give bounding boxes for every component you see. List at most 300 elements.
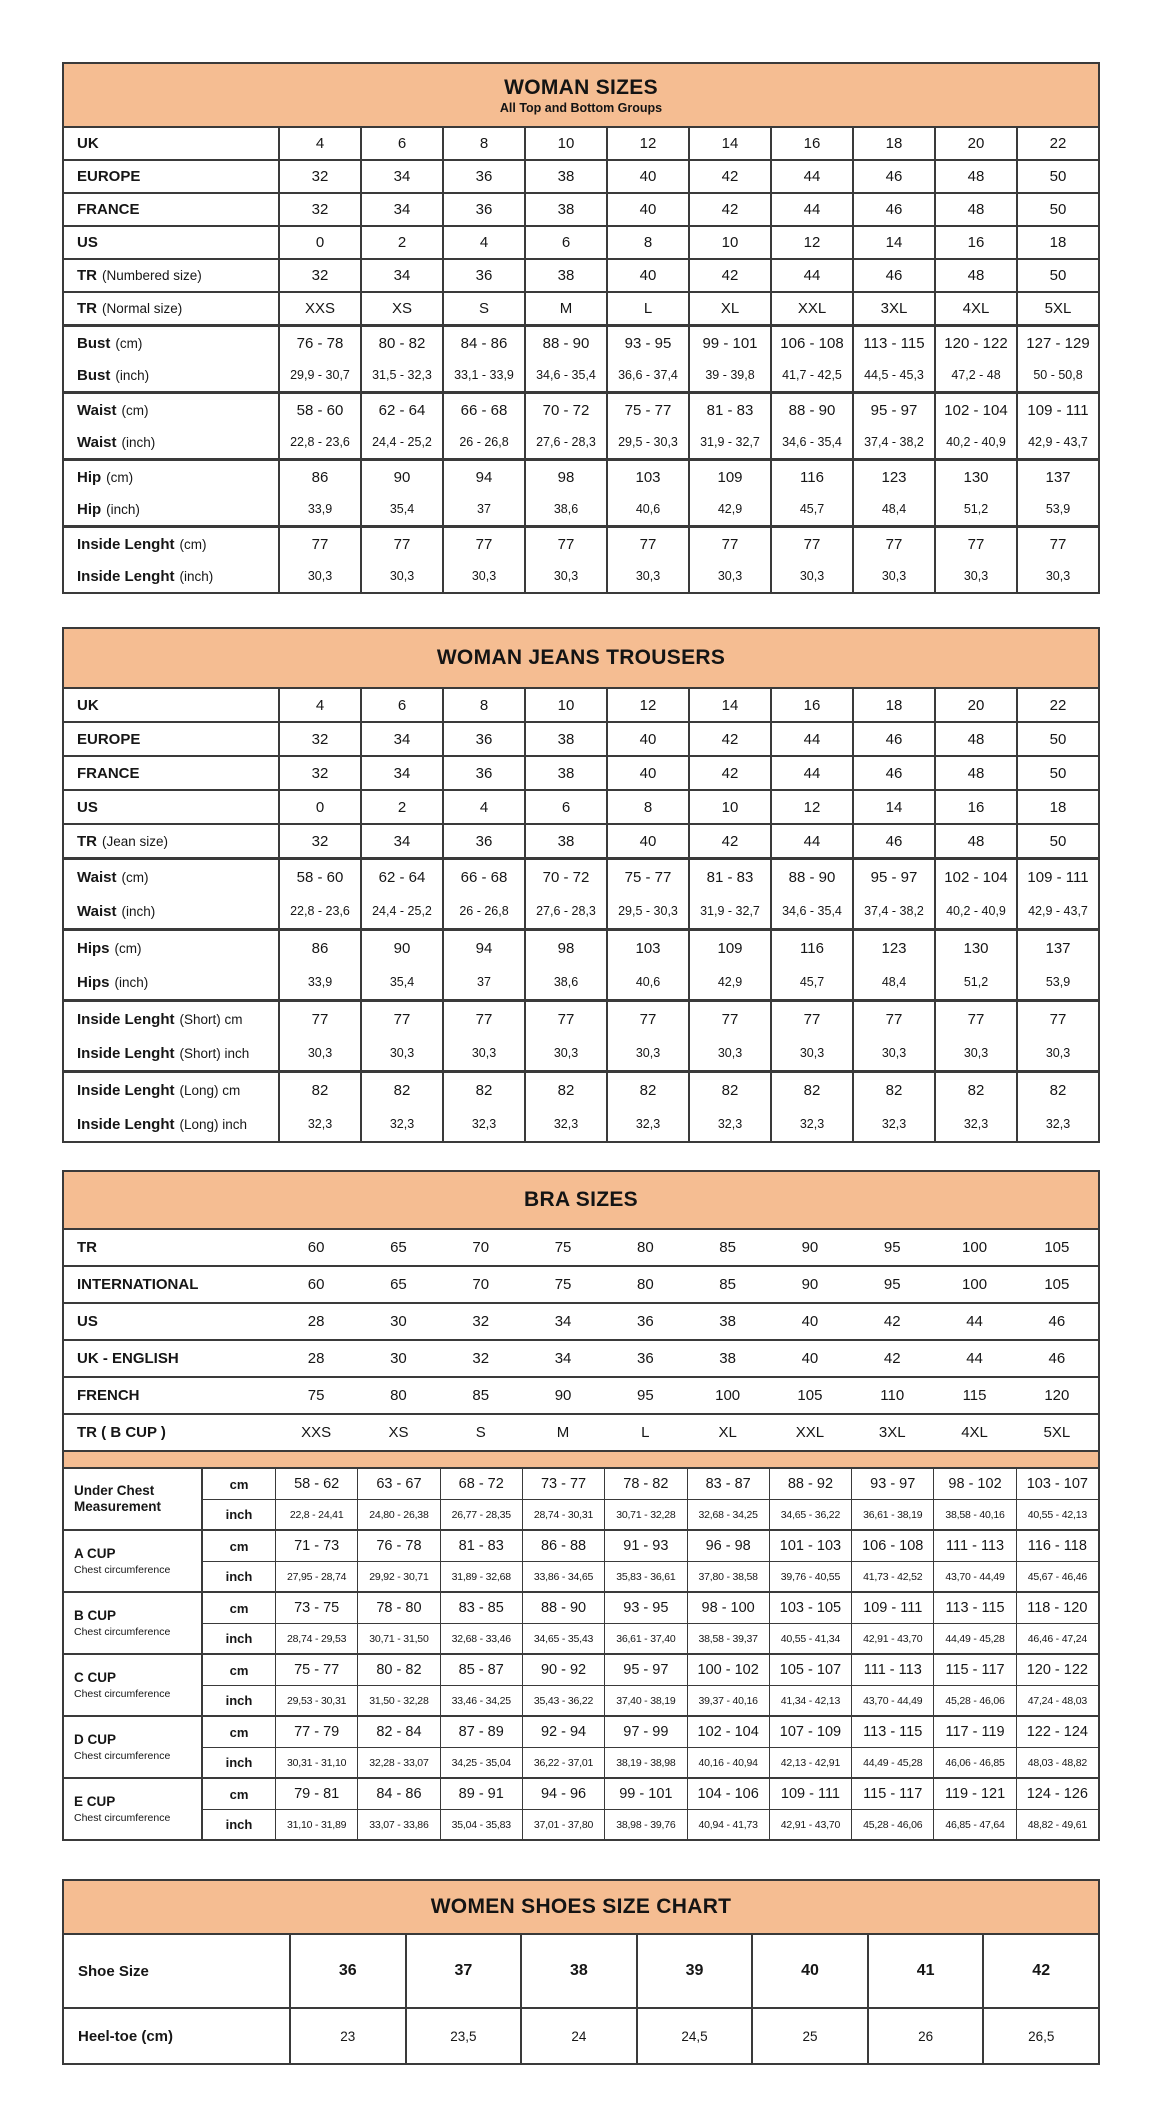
cup-cm-value: 111 - 113 xyxy=(851,1655,933,1685)
size-value: 5XL xyxy=(1016,293,1098,324)
bra-cup-group xyxy=(64,1591,1098,1653)
size-value: 4XL xyxy=(934,293,1016,324)
bra-band-row xyxy=(64,1376,1098,1413)
size-value: 62 - 64 xyxy=(360,394,442,426)
row-label xyxy=(64,359,278,391)
size-row xyxy=(64,560,1098,592)
cup-cm-value: 86 - 88 xyxy=(522,1531,604,1561)
size-value: 50 xyxy=(1016,757,1098,789)
size-value: 38 xyxy=(524,194,606,225)
size-value: 2 xyxy=(360,791,442,823)
cup-inch-value: 42,91 - 43,70 xyxy=(851,1623,933,1653)
cup-inch-value: 43,70 - 44,49 xyxy=(933,1561,1015,1591)
size-value: 106 - 108 xyxy=(770,327,852,359)
cup-inch-value: 36,61 - 38,19 xyxy=(851,1499,933,1529)
row-label-text: Hips xyxy=(77,939,110,957)
bra-band-value: 65 xyxy=(390,1276,407,1293)
size-value: 77 xyxy=(606,1002,688,1036)
size-value: 137 xyxy=(1016,931,1098,965)
size-value: 10 xyxy=(524,128,606,159)
size-value: 42,9 - 43,7 xyxy=(1016,426,1098,458)
size-value: 32,3 xyxy=(688,1107,770,1141)
cup-inch-value: 31,89 - 32,68 xyxy=(440,1561,522,1591)
size-value: 51,2 xyxy=(934,493,1016,525)
size-row xyxy=(64,689,1098,721)
size-value: 6 xyxy=(360,128,442,159)
shoe-value: 42 xyxy=(982,1935,1098,2007)
size-value: 62 - 64 xyxy=(360,860,442,894)
bra-cup-group xyxy=(64,1777,1098,1839)
cup-label xyxy=(64,1593,201,1653)
size-value: 44 xyxy=(770,723,852,755)
size-value: 109 - 111 xyxy=(1016,394,1098,426)
bra-band-value: 80 xyxy=(637,1276,654,1293)
size-value: 48,4 xyxy=(852,493,934,525)
row-label-sub: (Long) inch xyxy=(179,1116,248,1132)
size-row xyxy=(64,391,1098,426)
cup-inch-value: 40,55 - 41,34 xyxy=(769,1623,851,1653)
cup-cm-value: 84 - 86 xyxy=(357,1779,439,1809)
size-value: 12 xyxy=(606,128,688,159)
cup-cm-value: 100 - 102 xyxy=(687,1655,769,1685)
bra-band-value: 42 xyxy=(883,1313,901,1330)
size-value: 20 xyxy=(934,128,1016,159)
row-label-text: Heel-toe (cm) xyxy=(78,2027,174,2045)
size-value: 34 xyxy=(360,723,442,755)
size-value: 50 - 50,8 xyxy=(1016,359,1098,391)
size-value: 42 xyxy=(688,757,770,789)
row-label xyxy=(64,1107,278,1141)
row-label-text: Waist xyxy=(77,902,117,920)
size-value: 81 - 83 xyxy=(688,860,770,894)
size-value: 47,2 - 48 xyxy=(934,359,1016,391)
row-label-sub: (inch) xyxy=(179,568,214,584)
size-value: 40 xyxy=(606,194,688,225)
cup-inch-value: 30,71 - 31,50 xyxy=(357,1623,439,1653)
woman-sizes-title: WOMAN SIZES xyxy=(504,75,658,99)
cup-label xyxy=(64,1469,201,1529)
size-value: 4 xyxy=(278,128,360,159)
bra-band-value: 44 xyxy=(966,1313,983,1330)
cup-cm-value: 113 - 115 xyxy=(933,1593,1015,1623)
bra-band-value: 44 xyxy=(966,1350,983,1367)
size-value: 30,3 xyxy=(524,560,606,592)
bra-band-value: 40 xyxy=(801,1313,819,1330)
size-value: 34 xyxy=(360,194,442,225)
size-value: 40 xyxy=(606,161,688,192)
bra-band-value: 95 xyxy=(883,1276,901,1293)
cup-inch-value: 45,67 - 46,46 xyxy=(1016,1561,1098,1591)
bra-band-value: 75 xyxy=(554,1239,572,1256)
size-value: 31,9 - 32,7 xyxy=(688,894,770,928)
cup-label xyxy=(64,1531,201,1591)
row-label-sub: (Long) cm xyxy=(179,1082,241,1098)
shoe-value: 36 xyxy=(289,1935,405,2007)
cup-inch-value: 30,71 - 32,28 xyxy=(604,1499,686,1529)
cup-cm-value: 83 - 85 xyxy=(440,1593,522,1623)
cup-cm-value: 116 - 118 xyxy=(1016,1531,1098,1561)
size-value: 32 xyxy=(278,194,360,225)
size-value: 76 - 78 xyxy=(278,327,360,359)
bra-band-value: 75 xyxy=(554,1276,572,1293)
size-value: 38 xyxy=(524,757,606,789)
bra-band-value: 28 xyxy=(307,1313,325,1330)
size-row xyxy=(64,525,1098,560)
bra-band-row xyxy=(64,1339,1098,1376)
cup-cm-value: 113 - 115 xyxy=(851,1717,933,1747)
bra-band-value: 32 xyxy=(472,1313,490,1330)
row-label xyxy=(64,1304,275,1339)
size-value: 6 xyxy=(524,791,606,823)
size-value: 50 xyxy=(1016,161,1098,192)
size-value: 58 - 60 xyxy=(278,860,360,894)
row-label-text: Waist xyxy=(77,868,117,886)
size-value: 94 xyxy=(442,931,524,965)
size-row xyxy=(64,324,1098,359)
cup-cm-value: 75 - 77 xyxy=(275,1655,357,1685)
size-value: 4 xyxy=(442,791,524,823)
cup-cm-value: 111 - 113 xyxy=(933,1531,1015,1561)
bra-band-value: 46 xyxy=(1048,1350,1066,1367)
bra-band-value: 115 xyxy=(962,1387,987,1404)
shoes-title: WOMEN SHOES SIZE CHART xyxy=(430,1895,732,1918)
size-value: 77 xyxy=(934,528,1016,560)
shoe-value: 40 xyxy=(751,1935,867,2007)
size-value: 120 - 122 xyxy=(934,327,1016,359)
size-value: 77 xyxy=(278,1002,360,1036)
cup-inch-value: 38,19 - 38,98 xyxy=(604,1747,686,1777)
size-value: 32 xyxy=(278,825,360,857)
size-value: 77 xyxy=(524,1002,606,1036)
row-label-text: US xyxy=(77,1313,98,1330)
bra-cup-rows xyxy=(64,1469,1098,1839)
size-value: 58 - 60 xyxy=(278,394,360,426)
size-value: 48 xyxy=(934,260,1016,291)
size-value: 48 xyxy=(934,161,1016,192)
size-value: 32 xyxy=(278,161,360,192)
size-value: 77 xyxy=(524,528,606,560)
size-value: 32 xyxy=(278,260,360,291)
size-value: 48,4 xyxy=(852,965,934,999)
shoe-row xyxy=(64,2007,1098,2063)
cup-cm-value: 82 - 84 xyxy=(357,1717,439,1747)
cup-cm-value: 117 - 119 xyxy=(933,1717,1015,1747)
cup-inch-value: 43,70 - 44,49 xyxy=(851,1685,933,1715)
size-value: 46 xyxy=(852,723,934,755)
cup-inch-value: 31,50 - 32,28 xyxy=(357,1685,439,1715)
row-label-text: Waist xyxy=(77,433,117,451)
cup-cm-value: 79 - 81 xyxy=(275,1779,357,1809)
row-label-text: TR xyxy=(77,267,97,284)
row-label-sub: (Jean size) xyxy=(102,833,169,849)
cup-inch-value: 41,73 - 42,52 xyxy=(851,1561,933,1591)
size-value: 26 - 26,8 xyxy=(442,894,524,928)
row-label-text: Inside Lenght xyxy=(77,1115,175,1133)
cup-cm-value: 73 - 77 xyxy=(522,1469,604,1499)
size-value: 77 xyxy=(688,1002,770,1036)
size-value: 34 xyxy=(360,757,442,789)
size-value: 14 xyxy=(852,227,934,258)
unit-inch-label: inch xyxy=(201,1809,275,1839)
row-label-sub: (Numbered size) xyxy=(102,268,202,283)
cup-inch-value: 34,65 - 35,43 xyxy=(522,1623,604,1653)
cup-inch-value: 34,25 - 35,04 xyxy=(440,1747,522,1777)
size-value: 16 xyxy=(770,128,852,159)
size-value: XS xyxy=(360,293,442,324)
row-label xyxy=(64,860,278,894)
size-row xyxy=(64,159,1098,192)
size-value: 80 - 82 xyxy=(360,327,442,359)
size-value: 44 xyxy=(770,194,852,225)
size-value: 8 xyxy=(442,128,524,159)
unit-inch-label: inch xyxy=(201,1561,275,1591)
size-value: 77 xyxy=(442,528,524,560)
row-label-text: Inside Lenght xyxy=(77,535,175,553)
size-value: XXS xyxy=(278,293,360,324)
row-label xyxy=(64,327,278,359)
cup-cm-value: 78 - 82 xyxy=(604,1469,686,1499)
cup-cm-value: 80 - 82 xyxy=(357,1655,439,1685)
size-value: 34,6 - 35,4 xyxy=(770,426,852,458)
cup-cm-value: 88 - 90 xyxy=(522,1593,604,1623)
size-value: 88 - 90 xyxy=(770,860,852,894)
cup-inch-value: 32,68 - 33,46 xyxy=(440,1623,522,1653)
bra-band-value: 70 xyxy=(472,1239,490,1256)
size-value: 46 xyxy=(852,161,934,192)
row-label-text: EUROPE xyxy=(77,168,141,185)
row-label xyxy=(64,1002,278,1036)
size-value: 88 - 90 xyxy=(770,394,852,426)
size-value: 75 - 77 xyxy=(606,860,688,894)
size-value: 30,3 xyxy=(278,560,360,592)
cup-label-text: B CUP xyxy=(74,1608,117,1624)
size-value: 33,9 xyxy=(278,965,360,999)
size-value: 10 xyxy=(524,689,606,721)
row-label-sub: (cm) xyxy=(106,469,134,485)
shoes-header xyxy=(64,1881,1098,1935)
size-value: 30,3 xyxy=(934,560,1016,592)
row-label-sub: (cm) xyxy=(121,402,149,418)
unit-cm-label: cm xyxy=(201,1717,275,1747)
cup-cm-value: 68 - 72 xyxy=(440,1469,522,1499)
row-label-text: TR xyxy=(77,300,97,317)
size-row xyxy=(64,426,1098,458)
size-value: 32,3 xyxy=(1016,1107,1098,1141)
cup-label-text: A CUP xyxy=(74,1546,116,1562)
size-value: 77 xyxy=(688,528,770,560)
size-value: 38 xyxy=(524,161,606,192)
row-label xyxy=(64,689,278,721)
row-label-text: TR xyxy=(77,832,97,850)
size-value: 42,9 - 43,7 xyxy=(1016,894,1098,928)
bra-band-value: 28 xyxy=(307,1350,325,1367)
size-value: 66 - 68 xyxy=(442,860,524,894)
size-row xyxy=(64,1107,1098,1141)
cup-cm-value: 63 - 67 xyxy=(357,1469,439,1499)
cup-label xyxy=(64,1779,201,1839)
bra-band-value: XS xyxy=(388,1424,409,1441)
cup-inch-value: 48,03 - 48,82 xyxy=(1016,1747,1098,1777)
size-value: 70 - 72 xyxy=(524,860,606,894)
size-value: 50 xyxy=(1016,260,1098,291)
row-label-text: Inside Lenght xyxy=(77,1081,175,1099)
row-label-sub: (inch) xyxy=(106,501,140,517)
size-value: 40,6 xyxy=(606,965,688,999)
row-label xyxy=(64,227,278,258)
size-value: L xyxy=(606,293,688,324)
size-value: 90 xyxy=(360,931,442,965)
row-label xyxy=(64,1378,275,1413)
cup-cm-value: 107 - 109 xyxy=(769,1717,851,1747)
size-value: 48 xyxy=(934,194,1016,225)
size-value: 40,2 - 40,9 xyxy=(934,894,1016,928)
row-label xyxy=(64,2009,289,2063)
cup-cm-value: 103 - 105 xyxy=(769,1593,851,1623)
size-value: 30,3 xyxy=(770,560,852,592)
bra-band-value: 34 xyxy=(554,1313,572,1330)
cup-label-text: Under Chest Measurement xyxy=(74,1483,162,1514)
bra-band-value: 110 xyxy=(880,1387,905,1404)
unit-inch-label: inch xyxy=(201,1747,275,1777)
size-value: 40 xyxy=(606,825,688,857)
size-value: 36 xyxy=(442,260,524,291)
row-label xyxy=(64,194,278,225)
size-value: 36,6 - 37,4 xyxy=(606,359,688,391)
size-value: 4 xyxy=(442,227,524,258)
cup-label-text: E CUP xyxy=(74,1794,116,1810)
row-label-text: Hips xyxy=(77,973,110,991)
row-label xyxy=(64,1935,289,2007)
cup-inch-value: 24,80 - 26,38 xyxy=(357,1499,439,1529)
size-value: 44 xyxy=(770,260,852,291)
cup-inch-value: 35,04 - 35,83 xyxy=(440,1809,522,1839)
size-value: 77 xyxy=(606,528,688,560)
size-value: 102 - 104 xyxy=(934,860,1016,894)
size-value: 45,7 xyxy=(770,493,852,525)
size-value: 32,3 xyxy=(934,1107,1016,1141)
bra-band-value: 42 xyxy=(883,1350,901,1367)
bra-band-value: 60 xyxy=(307,1239,325,1256)
bra-band-value: 100 xyxy=(715,1387,741,1404)
cup-inch-value: 42,13 - 42,91 xyxy=(769,1747,851,1777)
woman-sizes-rows xyxy=(64,128,1098,592)
cup-label-sub: Chest circumference xyxy=(74,1749,171,1762)
bra-band-value: 80 xyxy=(390,1387,407,1404)
size-value: 10 xyxy=(688,791,770,823)
size-value: 44 xyxy=(770,757,852,789)
row-label xyxy=(64,1267,275,1302)
size-value: 46 xyxy=(852,757,934,789)
shoe-value: 24,5 xyxy=(636,2009,752,2063)
size-value: 30,3 xyxy=(1016,560,1098,592)
size-value: 4 xyxy=(278,689,360,721)
cup-inch-value: 28,74 - 29,53 xyxy=(275,1623,357,1653)
size-value: 42,9 xyxy=(688,965,770,999)
size-value: 50 xyxy=(1016,723,1098,755)
cup-cm-value: 73 - 75 xyxy=(275,1593,357,1623)
bra-band-value: 85 xyxy=(719,1239,736,1256)
size-value: 77 xyxy=(278,528,360,560)
size-value: 95 - 97 xyxy=(852,394,934,426)
row-label xyxy=(64,293,278,324)
bra-band-value: 85 xyxy=(719,1276,736,1293)
row-label-sub: (cm) xyxy=(179,536,207,552)
size-value: 22 xyxy=(1016,128,1098,159)
size-value: 20 xyxy=(934,689,1016,721)
unit-cm-label: cm xyxy=(201,1531,275,1561)
size-value: 0 xyxy=(278,227,360,258)
cup-inch-value: 37,40 - 38,19 xyxy=(604,1685,686,1715)
shoe-value: 23,5 xyxy=(405,2009,521,2063)
bra-band-value: XXL xyxy=(795,1424,825,1441)
size-value: 98 xyxy=(524,461,606,493)
size-value: 12 xyxy=(606,689,688,721)
bra-band-value: 60 xyxy=(307,1276,325,1293)
bra-band-value: 34 xyxy=(554,1350,572,1367)
bra-band-value: 40 xyxy=(801,1350,819,1367)
size-value: 32,3 xyxy=(606,1107,688,1141)
size-value: 82 xyxy=(1016,1073,1098,1107)
size-value: 33,1 - 33,9 xyxy=(442,359,524,391)
cup-inch-value: 35,43 - 36,22 xyxy=(522,1685,604,1715)
cup-cm-value: 115 - 117 xyxy=(933,1655,1015,1685)
row-label-text: UK xyxy=(77,696,99,714)
size-value: 88 - 90 xyxy=(524,327,606,359)
size-value: 30,3 xyxy=(934,1036,1016,1070)
cup-label-text: C CUP xyxy=(74,1670,117,1686)
size-value: 18 xyxy=(852,128,934,159)
row-label-text: INTERNATIONAL xyxy=(77,1276,199,1293)
cup-cm-value: 88 - 92 xyxy=(769,1469,851,1499)
size-value: 36 xyxy=(442,825,524,857)
size-value: 44,5 - 45,3 xyxy=(852,359,934,391)
cup-inch-value: 47,24 - 48,03 xyxy=(1016,1685,1098,1715)
bra-band-value: 105 xyxy=(1044,1276,1070,1293)
size-value: 82 xyxy=(688,1073,770,1107)
bra-sizes-table xyxy=(62,1170,1100,1841)
size-value: 29,9 - 30,7 xyxy=(278,359,360,391)
size-value: 38,6 xyxy=(524,493,606,525)
size-value: 82 xyxy=(360,1073,442,1107)
bra-band-value: M xyxy=(556,1424,570,1441)
bra-band-value: 100 xyxy=(962,1239,988,1256)
size-value: 46 xyxy=(852,260,934,291)
size-value: 38 xyxy=(524,723,606,755)
size-value: 14 xyxy=(852,791,934,823)
size-value: 30,3 xyxy=(442,1036,524,1070)
size-value: 32,3 xyxy=(770,1107,852,1141)
cup-inch-value: 38,98 - 39,76 xyxy=(604,1809,686,1839)
size-value: 37 xyxy=(442,493,524,525)
cup-cm-value: 96 - 98 xyxy=(687,1531,769,1561)
cup-inch-value: 39,76 - 40,55 xyxy=(769,1561,851,1591)
bra-band-value: 30 xyxy=(390,1350,407,1367)
size-value: 95 - 97 xyxy=(852,860,934,894)
bra-band-value: 38 xyxy=(719,1313,736,1330)
cup-inch-value: 37,80 - 38,58 xyxy=(687,1561,769,1591)
bra-band-value: 90 xyxy=(554,1387,572,1404)
size-value: 35,4 xyxy=(360,493,442,525)
size-value: 77 xyxy=(442,1002,524,1036)
size-row xyxy=(64,823,1098,857)
cup-inch-value: 45,28 - 46,06 xyxy=(933,1685,1015,1715)
size-value: 30,3 xyxy=(524,1036,606,1070)
size-value: 36 xyxy=(442,161,524,192)
size-value: 103 xyxy=(606,461,688,493)
cup-inch-value: 32,28 - 33,07 xyxy=(357,1747,439,1777)
size-value: 82 xyxy=(934,1073,1016,1107)
cup-inch-value: 33,07 - 33,86 xyxy=(357,1809,439,1839)
